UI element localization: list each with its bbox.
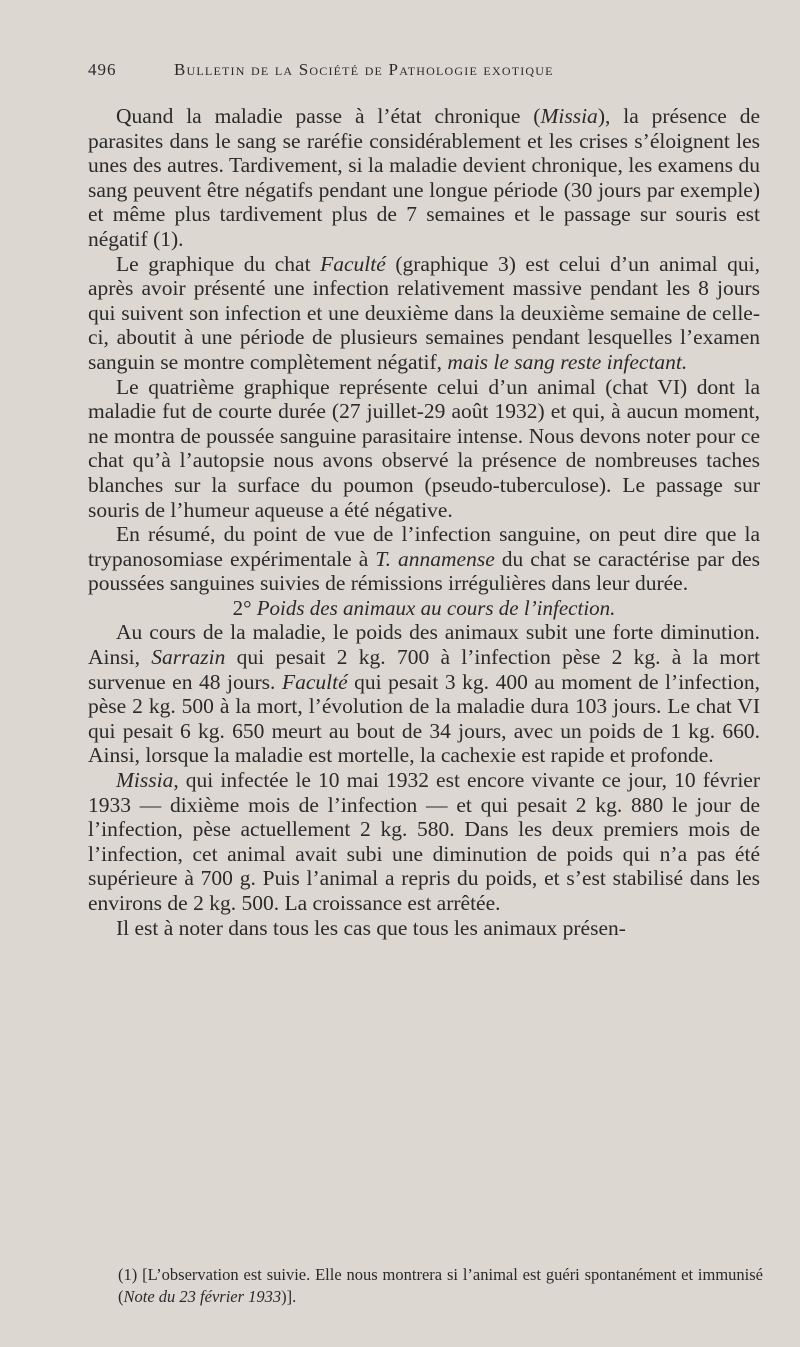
paragraph — [88, 620, 760, 768]
text-run: (1) [L’observation est suivie. Elle nous montrera si l’animal est guéri spontanément et immunisé ( — [118, 1265, 763, 1306]
running-header — [88, 60, 748, 86]
italic-text: Note du 23 février 1933 — [123, 1287, 282, 1306]
section-heading — [88, 596, 760, 621]
footnote — [118, 1264, 763, 1308]
text-run: Le quatrième graphique représente celui d’un animal (chat VI) dont la maladie fut de courte durée (27 juillet-29 août 1932) et qui, à aucun moment, ne montra de poussée sanguine parasitaire intense. Nous devons noter pour ce chat qu’à l’autopsie nous avons observé la présence de nombreuses taches blanches sur la surface du poumon (pseudo-tuberculose). Le passage sur souris de l’humeur aqueuse a été négative. — [88, 374, 760, 522]
text-run: ), la présence de parasites dans le sang se raréfie considérablement et les crises s’éloignent les unes des autres. Tardivement, si la maladie devient chronique, les examens du sang peuvent être négatifs pendant une longue période (30 jours par exemple) et même plus tardivement plus de 7 semaines et le passage sur souris est négatif (1). — [88, 104, 760, 251]
text-run: Au cours de la maladie, le poids des animaux subit une forte diminution. Ainsi, — [88, 620, 760, 670]
italic-text: mais le sang reste infectant. — [447, 349, 688, 374]
text-run: qui pesait 3 kg. 400 au moment de l’infection, pèse 2 kg. 500 à la mort, l’évolution de la maladie dura 103 jours. Le chat VI qui pesait 6 kg. 650 meurt au bout de 34 jours, avec un poids de 1 kg. 660. Ainsi, lorsque la maladie est mortelle, la cachexie est rapide et profonde. — [88, 669, 760, 768]
paragraph — [88, 375, 760, 523]
italic-text: Faculté — [320, 251, 386, 276]
italic-text: Sarrazin — [151, 645, 226, 670]
text-run: Il est à noter dans tous les cas que tous les animaux présen- — [116, 915, 626, 940]
italic-text: Missia — [116, 768, 174, 793]
text-run: )]. — [281, 1287, 297, 1306]
italic-text: T. annamense — [375, 546, 495, 571]
text-run: (graphique 3) est celui d’un animal qui, après avoir présenté une infection relativement massive pendant les 8 jours qui suivent son infection et une deuxième dans la deuxième semaine de celle-ci, aboutit à une période de plusieurs semaines pendant lesquelles l’examen sanguin se montre complètement négatif, — [88, 251, 761, 374]
paragraph-group-2 — [88, 620, 760, 940]
paragraph — [88, 522, 760, 596]
page-number: 496 — [88, 60, 117, 79]
italic-text: Faculté — [281, 669, 348, 694]
paragraph-group-1 — [88, 104, 760, 596]
body-text — [88, 104, 760, 940]
section-title: Poids des animaux au cours de l’infection. — [256, 595, 616, 620]
text-run: qui pesait 2 kg. 700 à l’infection pèse 2 kg. à la mort survenue en 48 jours. — [88, 645, 760, 694]
italic-text: Missia — [540, 104, 598, 128]
paragraph — [88, 104, 760, 252]
paragraph — [88, 916, 760, 941]
text-run: Le graphique du chat — [116, 251, 321, 276]
journal-title: Bulletin de la Société de Pathologie exotique — [174, 60, 554, 79]
text-run: , qui infectée le 10 mai 1932 est encore vivante ce jour, 10 février 1933 — dixième mois de l’infection — et qui pesait 2 kg. 880 le jour de l’infection, pèse actuellement 2 kg. 580. Dans les deux premiers mois de l’infection, cet animal avait subi une diminution de poids qui n’a pas été supérieure à 700 g. Puis l’animal a repris du poids, et s’est stabilisé dans les environs de 2 kg. 500. La croissance est arrêtée. — [88, 768, 760, 915]
paragraph — [88, 252, 760, 375]
text-run: du chat se caractérise par des poussées sanguines suivies de rémissions irrégulières dans leur durée. — [88, 546, 760, 596]
text-run: En résumé, du point de vue de l’infection sanguine, on peut dire que la trypanosomiase expérimentale à — [88, 522, 760, 571]
section-number: 2° — [232, 595, 252, 620]
paragraph — [88, 768, 760, 916]
text-run: Quand la maladie passe à l’état chronique ( — [116, 104, 541, 128]
